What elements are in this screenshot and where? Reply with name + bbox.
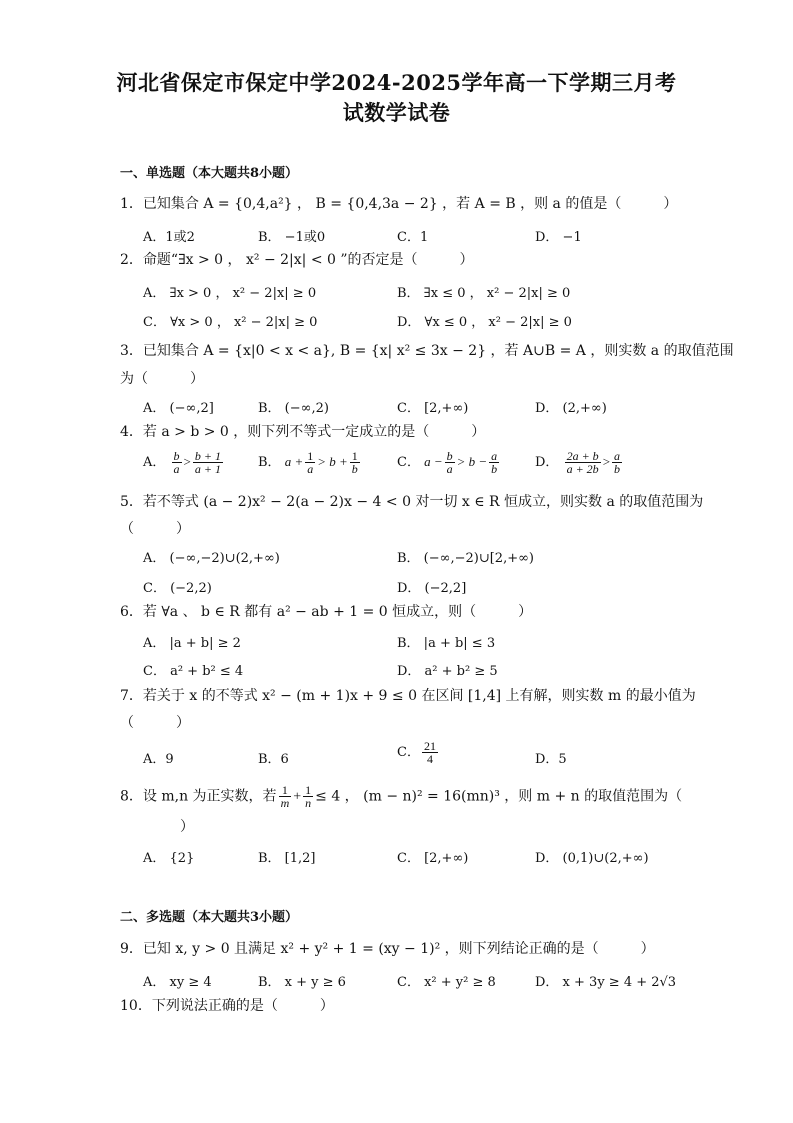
q3-option-c: C． [2,+∞) [397,401,469,416]
q4-d-frac2 [612,450,622,475]
question-3: 3．已知集合 A = {x|0 < x < a}, B = {x| x² ≤ 3x − 2} ，若 A∪B = A ，则实数 a 的取值范围 [120,343,734,359]
q8-pre: 8．设 m,n 为正实数，若 [120,788,277,805]
question-9: 9．已知 x, y > 0 且满足 x² + y² + 1 = (xy − 1)² ，则下列结论正确的是（ ） [120,941,655,957]
q4-d-den1: a + 2b [566,462,599,476]
q2-option-d: D． ∀x ≤ 0 ， x² − 2|x| ≥ 0 [397,315,572,330]
q8-option-c: C． [2,+∞) [397,851,469,866]
q2-option-b: B． ∃x ≤ 0 ， x² − 2|x| ≥ 0 [397,286,571,301]
q5-option-a: A． (−∞,−2)∪(2,+∞) [143,551,280,566]
q4-d-label: D． [535,455,559,470]
q7-option-b: B．6 [258,752,289,767]
q7-c-den: 4 [426,752,433,766]
question-2: 2．命题“∃x > 0 ， x² − 2|x| < 0 ”的否定是（ ） [120,252,474,268]
q8-f1-num: 1 [279,784,292,797]
question-7-cont: （ ） [120,715,190,731]
q9-option-c: C． x² + y² ≥ 8 [397,975,496,990]
q1-option-c: C．1 [397,230,429,245]
q4-a-num2: b + 1 [194,449,221,463]
q4-d-frac1 [565,450,601,475]
q4-b-num1: 1 [307,449,314,463]
q4-a-op: > [183,454,191,469]
q8-frac2 [303,784,313,809]
q4-a-label: A． [143,455,166,470]
q4-b-label: B． [258,455,281,470]
q3-option-d: D． (2,+∞) [535,401,607,416]
q9-option-d: D． x + 3y ≥ 4 + 2√3 [535,975,677,990]
q1-option-b: B． −1或0 [258,230,326,245]
q4-a-frac2 [193,450,223,475]
q3-option-b: B． (−∞,2) [258,401,329,416]
q6-option-d: D． a² + b² ≥ 5 [397,664,498,679]
q7-option-a: A．9 [143,752,174,767]
question-7: 7．若关于 x 的不等式 x² − (m + 1)x + 9 ≤ 0 在区间 [1,4] 上有解，则实数 m 的最小值为 [120,688,696,704]
exam-title-line1: 河北省保定市保定中学2024-2025学年高一下学期三月考 [116,70,677,95]
q9-option-b: B． x + y ≥ 6 [258,975,346,990]
q4-c-num1: b [446,449,453,463]
q7-c-frac [422,740,438,765]
q3-option-a: A． (−∞,2] [143,401,214,416]
question-8-cont: ） [180,819,194,835]
q4-b-frac1 [305,450,315,475]
q4-b-mid: > b + [317,454,348,469]
question-4: 4．若 a > b > 0 ，则下列不等式一定成立的是（ ） [120,424,486,440]
q4-a-den2: a + 1 [194,462,221,476]
q4-b-den1: a [307,462,314,476]
q4-c-den1: a [446,462,453,476]
q4-option-c [397,450,501,475]
q7-c-label: C． [397,745,420,760]
q7-c-num: 21 [423,739,436,753]
q6-option-a: A． |a + b| ≥ 2 [143,636,241,651]
q8-option-a: A． {2} [143,851,195,866]
q4-option-b [258,450,362,475]
q4-c-mid: > b − [456,454,488,469]
q7-option-c [397,740,440,765]
q1-option-a: A．1或2 [143,230,195,245]
exam-title-line2: 试数学试卷 [342,100,451,125]
q8-f1-den: m [280,796,290,810]
q8-plus: + [293,789,302,805]
section-multi-choice-heading: 二、多选题（本大题共3小题） [120,910,299,925]
q4-c-pre: a − [424,454,443,469]
q8-f2-num: 1 [305,783,312,797]
q4-d-num2: a [614,449,621,463]
q4-c-label: C． [397,455,420,470]
q4-d-den2: b [614,462,621,476]
q1-option-d: D． −1 [535,230,582,245]
question-6: 6．若 ∀a 、 b ∈ R 都有 a² − ab + 1 = 0 恒成立，则（ ） [120,604,533,620]
q4-option-d [535,450,624,475]
q4-b-num2: 1 [351,449,358,463]
q2-option-c: C． ∀x > 0 ， x² − 2|x| ≥ 0 [143,315,318,330]
q6-option-b: B． |a + b| ≤ 3 [397,636,496,651]
q4-a-frac1 [172,450,182,475]
q4-d-num1: 2a + b [566,449,599,463]
q4-d-op: > [602,454,611,469]
question-10: 10．下列说法正确的是（ ） [120,998,334,1014]
q7-option-d: D．5 [535,752,567,767]
q4-c-num2: a [491,449,498,463]
q4-b-den2: b [351,462,358,476]
q4-b-pre: a + [284,454,304,469]
q4-b-frac2 [350,450,360,475]
q2-option-a: A． ∃x > 0 ， x² − 2|x| ≥ 0 [143,286,317,301]
q8-frac1 [279,784,292,809]
q8-post: ≤ 4 ， (m − n)² = 16(mn)³ ，则 m + n 的取值范围为（ [315,788,683,805]
q4-c-frac2 [489,450,499,475]
q9-option-a: A． xy ≥ 4 [143,975,212,990]
q4-a-den1: a [173,462,180,476]
q4-option-a [143,450,225,475]
q5-option-c: C． (−2,2) [143,581,212,596]
q8-f2-den: n [305,796,312,810]
question-8 [120,784,682,809]
question-5: 5．若不等式 (a − 2)x² − 2(a − 2)x − 4 < 0 对一切 x ∈ R 恒成立，则实数 a 的取值范围为 [120,494,704,510]
question-5-cont: （ ） [120,521,190,537]
question-3-cont: 为（ ） [120,371,204,387]
q4-c-den2: b [491,462,498,476]
q5-option-b: B． (−∞,−2)∪[2,+∞) [397,551,535,566]
q5-option-d: D． (−2,2] [397,581,467,596]
section-single-choice-heading: 一、单选题（本大题共8小题） [120,166,299,181]
question-1: 1．已知集合 A = {0,4,a²} ， B = {0,4,3a − 2} ，若 A = B ，则 a 的值是（ ） [120,196,678,212]
q6-option-c: C． a² + b² ≤ 4 [143,664,244,679]
q4-c-frac1 [445,450,455,475]
q8-option-b: B． [1,2] [258,851,316,866]
q8-option-d: D． (0,1)∪(2,+∞) [535,851,649,866]
q4-a-num1: b [173,449,180,463]
